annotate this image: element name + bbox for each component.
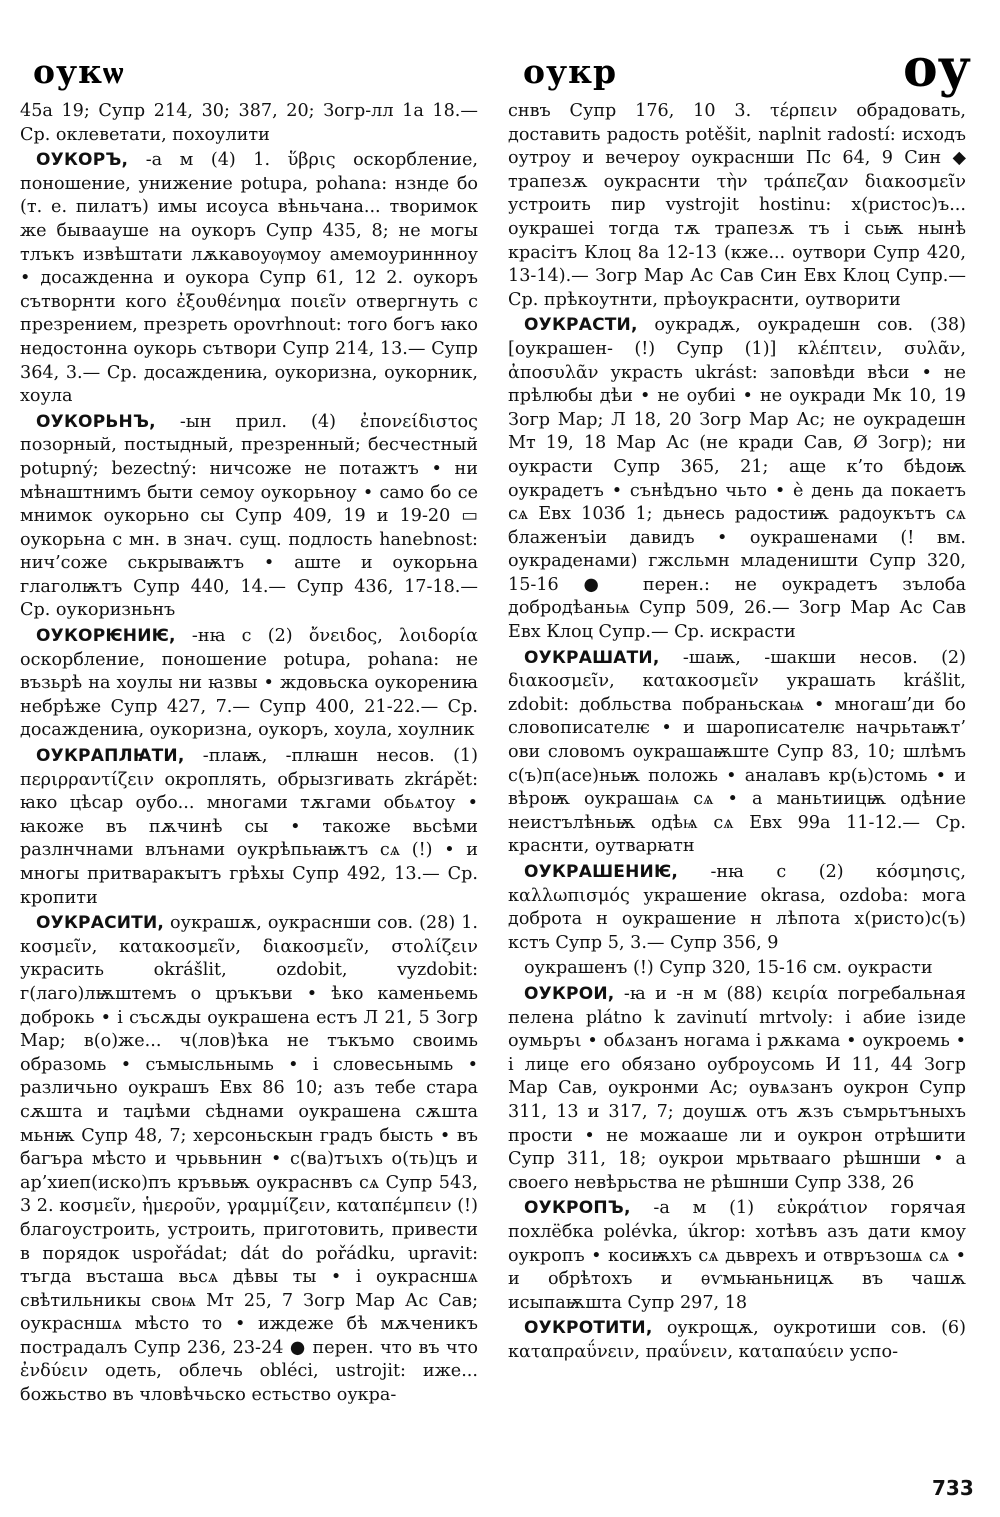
- entry-text: снвъ Супр 176, 10 3. τέρπειν обрадовать, доставить радость potěšit, naplnit radostí: исходъ оутроу и вечероу оукраснши Пс 64, 9 Син ◆ трапезѫ оукраснти τὴν τράπεζαν διακοσμεῖν устроить пир vystrojit hostinu: х(ристос)ъ... оукрашеі тогда тѫ трапезѫ тъ і сьѭ нынѣ красітъ Клоц 8а 12-13 (кже... оутвори Супр 420, 13-14).— Зогр Мар Ас Сав Син Евх Клоц Супр.— Ср. прѣкоутнти, прѣоукраснти, оутворити: [508, 101, 966, 310]
- entry-headword: ОУКОРѤНИѤ,: [36, 626, 176, 647]
- entry-headword: ОУКРАСИТИ,: [36, 913, 165, 934]
- entry-text: -нꙗ с (2) κόσμησις, καλλωπισμός украшение okrasa, ozdoba: мога доброта н оукрашение н лѣпота х(ристо)с(ъ) кстъ Супр 5, 3.— Супр 356, 9: [508, 862, 966, 953]
- dictionary-entry: [508, 957, 966, 981]
- running-head-left: оукѡ: [33, 52, 125, 91]
- entry-text: оукрашенъ (!) Супр 320, 15-16 см. оукрасти: [524, 958, 933, 979]
- entry-continuation: [508, 100, 966, 312]
- entry-headword: ОУКОРЬНЪ,: [36, 411, 156, 432]
- entry-text: -а м (1) εὐκράτιον горячая похлёбка polévka, úkrop: хотѣвъ азъ дати кмоу оукропъ • косиѭхъ сѧ дьврехъ и отвръзошѧ сѧ • и обрѣтохъ и ѳѵмьꙗньницѫ въ чашѫ исыпаѭшта Супр 297, 18: [508, 1198, 966, 1313]
- entry-headword: ОУКРОИ,: [524, 983, 615, 1004]
- dictionary-entry: [508, 861, 966, 955]
- dictionary-entry: [508, 983, 966, 1195]
- entry-text: -а м (4) 1. ὕβρις оскорбление, поношение, унижение potupa, pohana: нзнде бо (т. е. пилатъ) имы исоуса вѣньчана... творимок же бываауше на оукоръ Супр 435, 8; не могы тлъкъ извѣштати лѫкавоуѹмоу амемоуриннноу • досажденна и оукора Супр 61, 12 2. оукоръ сътворнти кого ἐξουθένημα ποιεῖν отвергнуть с презрением, презреть opovrhnout: того богъ ꙗко недостонна оукорь сътвори Супр 214, 13.— Супр 364, 3.— Ср. досаждениꙗ, оукоризна, оукорник, хоула: [20, 150, 478, 407]
- dictionary-entry: [508, 647, 966, 859]
- dictionary-entry: [20, 625, 478, 743]
- entry-continuation: [20, 100, 478, 147]
- dictionary-entry: [20, 912, 478, 1407]
- dictionary-entry: [508, 314, 966, 644]
- entry-text: -ын прил. (4) ἐπονείδιστος позорный, постыдный, презренный; бесчестный potupný; bezectný: ничсоже не потажтъ • ни мѣнаштнимъ быти семоу оукорьноу • само бо се мнимок оукорьно сы Супр 409, 19 и 19-20 ▭ оукорьна с мн. в знач. сущ. подлость hanebnost: нич’соже ськрываѭтъ • аште и оукорьна глаголѭтъ Супр 440, 14.— Супр 436, 17-18.— Ср. оукоризньнъ: [20, 411, 478, 621]
- entry-headword: ОУКРАШЕНИѤ,: [524, 862, 679, 882]
- section-letter: оу: [903, 38, 971, 99]
- dictionary-entry: [20, 149, 478, 409]
- dictionary-entry: [20, 411, 478, 623]
- dictionary-entry: [20, 745, 478, 910]
- entry-headword: ОУКРАПЛꙖТИ,: [36, 746, 185, 767]
- entry-text: 45а 19; Супр 214, 30; 387, 20; Зогр-лл 1а 18.— Ср. оклеветати, похоулити: [20, 101, 478, 145]
- entry-text: -шаѭ, -шакши несов. (2) διακοσμεῖν, κατακοσμεῖν украшать krášlit, zdobit: добльства побраньскаѩ • многаш’ди бо словописателѥ • и шарописателѥ начрьтаѭт’ ови словомъ оукрашаѭште Супр 83, 10; шлѣмъ с(ъ)п(асе)ньѭ положь • аналавъ кр(ь)стомь • и вѣроѭ оукрашаѩ сѧ • а маньтиицѭ одѣние неистълѣньѭ одѣѩ сѧ Евх 99а 11-12.— Ср. краснти, оутварꙗтн: [508, 647, 966, 857]
- entry-headword: ОУКРАСТИ,: [524, 315, 638, 336]
- entry-headword: ОУКОРЪ,: [36, 150, 129, 171]
- entry-text: -ꙗ и -н м (88) κειρία погребальная пелена plátno k zavinutí mrtvoly: і абие ізиде оумьръι • обѧзанъ ногама і рѫкама • оукроемь • і лице его обязано оуброусомь И 11, 44 Зогр Мар Сав, оукронми Ас; оувѧзанъ оукрон Супр 311, 13 и 317, 7; доушѫ отъ ѫзъ съмрьтъныхъ прости • не можааше ли и оукрон отрѣшити Супр 311, 18; оукрои мрьтвааго рѣшнши • а своего невѣрьства не рѣшнши Супр 338, 26: [508, 983, 966, 1193]
- entry-text: оукрашѫ, оукраснши сов. (28) 1. κοσμεῖν, κατακοσμεῖν, διακοσμεῖν, στολίζειν украсить okrášlit, ozdobit, vyzdobit: г(лаго)лѭштемъ о цръкъви • ѣко каменьемь доброкь • і съсѫды оукрашена естъ Л 21, 5 Зогр Мар; в(о)же... ч(лов)ѣка не тъкъмо своимь образомь • съмысльнымь • і словесьнымь • различьно оукрашъ Евх 86 10; азъ тебе стара сѫшта и таџѣми сѣднами оукрашена сѫшта мьнѭ Супр 48, 7; херсоньскын градъ бысть • въ багъра мѣсто и чрьвьнин • с(ва)тъιхъ о(ть)цъ и ар’хиеп(иско)пъ кръвьѭ оукраснвъ сѧ Супр 543, 3 2. κοσμεῖν, ἡμεροῦν, γραμμίζειν, καταπέμπειν (!) благоустроить, устроить, приготовить, привести в порядок uspořádat; dát do pořádku, upravit: тъгда въсташа вьсѧ дѣвы ты • і оукрасншѧ свѣтильникы своѩ Мт 25, 7 Зогр Мар Ас Сав; оукрасншѧ мѣсто то • иждеже бѣ мѫченикъ пострадалъ Супр 236, 23-24 ● перен. что въ что ἐνδύειν одеть, облечь obléci, ustrojit: иже... божьство въ чловѣчьско естьство оукра-: [20, 913, 478, 1406]
- right-column: [508, 100, 966, 1366]
- entry-headword: ОУКРОТИТИ,: [524, 1318, 653, 1339]
- entry-text: -плаѭ, -плꙗшн несов. (1) περιρραντίζειν окроплять, обрызгивать zkrápět: ꙗко цѣсар оубо... многами тѫгами обьѧтоу • ꙗкоже въ пѫчинѣ сы • такоже вьсѣми разлнчнами влънами оукрѣпьꙗѭтъ сѧ (!) • и многы притваракꙑтъ грѣхы Супр 492, 13.— Ср. кропити: [20, 746, 478, 908]
- page-number: 733: [932, 1476, 974, 1500]
- entry-headword: ОУКРОПЪ,: [524, 1198, 631, 1219]
- dictionary-entry: [508, 1317, 966, 1364]
- entry-headword: ОУКРАШАТИ,: [524, 647, 660, 668]
- running-head-middle: оукр: [523, 52, 618, 91]
- entry-text: оукрощѫ, оукротиши сов. (6) καταπραΰνειν, πραΰνειν, καταπαύειν успо-: [508, 1318, 966, 1362]
- left-column: [20, 100, 478, 1410]
- entry-text: -нꙗ с (2) ὄνειδος, λοιδορία оскорбление, поношение potupa, pohana: не възьрѣ на хоулы ни ꙗзвы • ждовьска оукорениꙗ небрѣже Супр 427, 7.— Супр 400, 21-22.— Ср. досаждениꙗ, оукоризна, оукоръ, хоула, хоулник: [20, 626, 478, 741]
- dictionary-entry: [508, 1197, 966, 1315]
- entry-text: оукрадѫ, оукрадешн сов. (38) [оукрашен- (!) Супр (1)] κλέπτειν, συλᾶν, ἀποσυλᾶν украсть ukrást: заповѣди вѣси • не прѣлюбы дѣи • не оубиі • не оукради Мк 10, 19 Зогр Мар; Л 18, 20 Зогр Мар Ас; не оукрадешн Мт 19, 18 Мар Ас (не кради Сав, Ø Зогр); ни оукрасти Супр 365, 21; аще к’то бѣдоѭ оукрадетъ • сънѣдъно чьто • ѐ день да покаетъ сѧ Евх 103б 1; дьнесь радостиѭ радоукътъ сѧ блаженъіи давидъ • оукрашенами (! вм. оукраденами) гжсльмн младеништи Супр 320, 15-16 ● перен.: не оукрадетъ зълоба добродѣаньѩ Супр 509, 26.— Зогр Мар Ас Сав Евх Клоц Супр.— Ср. искрасти: [508, 315, 966, 643]
